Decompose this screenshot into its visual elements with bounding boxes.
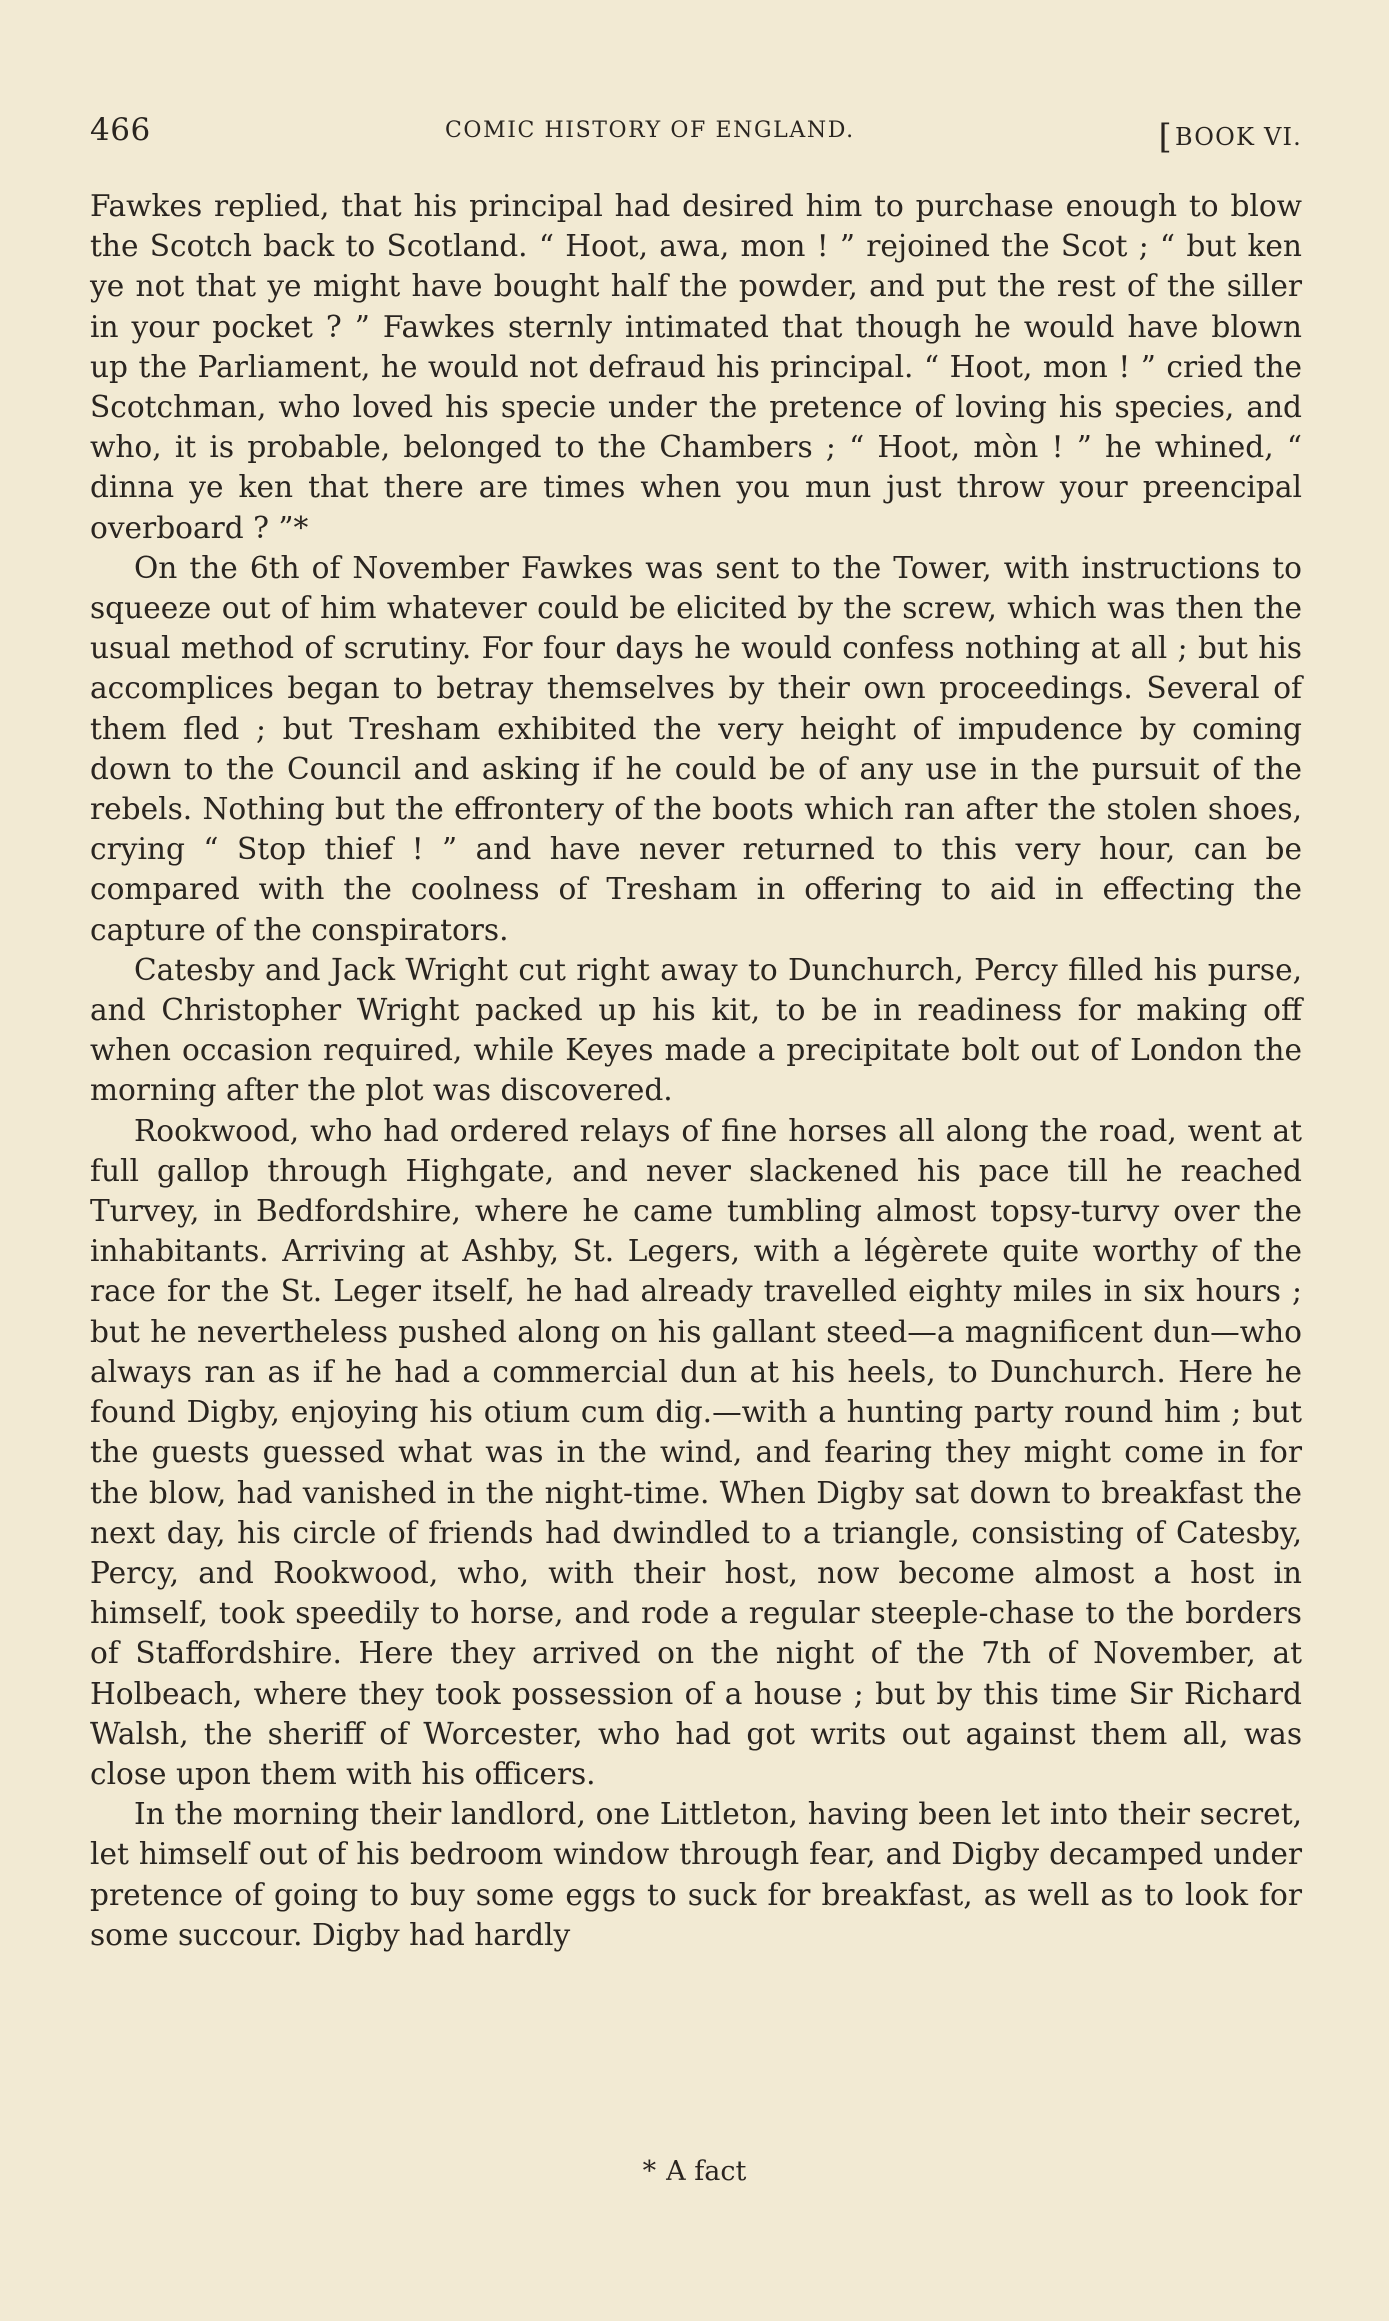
book-label-text: BOOK VI. [1174, 123, 1302, 151]
body-text [90, 186, 1302, 1955]
paragraph: In the morning their landlord, one Littleton, having been let into their secret, let himself out of his bedroom window through fear, and Digby decamped under pretence of going to buy some eggs to suck for breakfast, as well as to look for some succour. Digby had hardly [90, 1797, 1302, 1952]
footnote-marker: * [642, 2156, 657, 2187]
running-title: COMIC HISTORY OF ENGLAND. [445, 118, 855, 143]
running-header [90, 112, 1302, 156]
paragraph: Rookwood, who had ordered relays of fine horses all along the road, went at full gallop through Highgate, and never slackened his pace till he reached Turvey, in Bedfordshire, where he came tumbling almost topsy-turvy over the inhabitants. Arriving at Ashby, St. Legers, with a légèrete quite worthy of the race for the St. Leger itself, he had already travelled eighty miles in six hours ; but he nevertheless pushed along on his gallant steed—a magnificent dun—who always ran as if he had a commercial dun at his heels, to Dunchurch. Here he found Digby, enjoying his otium cum dig.—with a hunting party round him ; but the guests guessed what was in the wind, and fearing they might come in for the blow, had vanished in the night-time. When Digby sat down to breakfast the next day, his circle of friends had dwindled to a triangle, consisting of Catesby, Percy, and Rookwood, who, with their host, now become almost a host in himself, took speedily to horse, and rode a regular steeple-chase to the borders of Staffordshire. Here they arrived on the night of the 7th of November, at Holbeach, where they took possession of a house ; but by this time Sir Richard Walsh, the sheriff of Worcester, who had got writs out against them all, was close upon them with his officers. [90, 1113, 1302, 1791]
paragraph: On the 6th of November Fawkes was sent to the Tower, with instructions to squeeze out of him whatever could be elicited by the screw, which was then the usual method of scrutiny. For four days he would confess nothing at all ; but his accomplices began to betray themselves by their own proceedings. Several of them fled ; but Tresham exhibited the very height of impudence by coming down to the Council and asking if he could be of any use in the pursuit of the rebels. Nothing but the effrontery of the boots which ran after the stolen shoes, crying “ Stop thief ! ” and have never returned to this very hour, can be compared with the coolness of Tresham in offering to aid in effecting the capture of the conspirators. [90, 550, 1302, 947]
footnote-text: A fact [666, 2156, 747, 2187]
paragraph: Fawkes replied, that his principal had desired him to purchase enough to blow the Scotch back to Scotland. “ Hoot, awa, mon ! ” rejoined the Scot ; “ but ken ye not that ye might have bought half the powder, and put the rest of the siller in your pocket ? ” Fawkes sternly intimated that though he would have blown up the Parliament, he would not defraud his principal. “ Hoot, mon ! ” cried the Scotchman, who loved his specie under the pretence of loving his species, and who, it is probable, belonged to the Chambers ; “ Hoot, mòn ! ” he whined, “ dinna ye ken that there are times when you mun just throw your preencipal overboard ? ”* [90, 189, 1302, 545]
paragraph: Catesby and Jack Wright cut right away to Dunchurch, Percy filled his purse, and Christopher Wright packed up his kit, to be in readiness for making off when occasion required, while Keyes made a precipitate bolt out of London the morning after the plot was discovered. [90, 952, 1302, 1108]
book-label [1158, 114, 1302, 157]
book-label-bracket: [ [1158, 117, 1173, 157]
page-number: 466 [90, 112, 151, 148]
footnote [0, 2156, 1389, 2187]
